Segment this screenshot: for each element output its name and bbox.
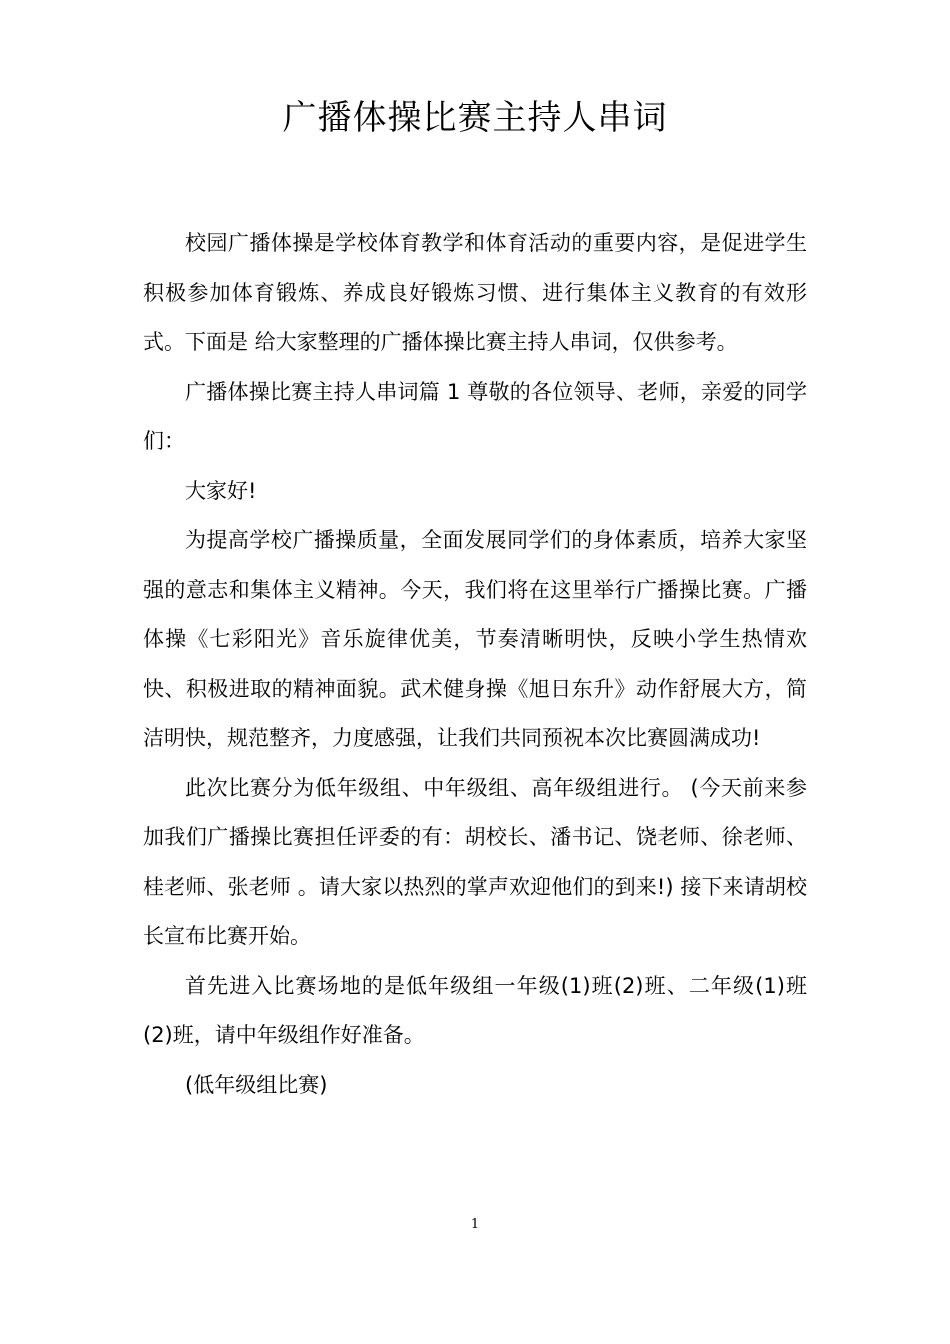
paragraph: 首先进入比赛场地的是低年级组一年级(1)班(2)班、二年级(1)班(2)班，请中年级组作好准备。 [143,973,807,1047]
page-number: 1 [470,1217,480,1232]
paragraph: 校园广播体操是学校体育教学和体育活动的重要内容，是促进学生积极参加体育锻炼、养成良好锻炼习惯、进行集体主义教育的有效形式。下面是 给大家整理的广播体操比赛主持人串词，仅供参考。 [143,231,807,354]
paragraph: 大家好! [185,478,257,503]
paragraph: 此次比赛分为低年级组、中年级组、高年级组进行。 (今天前来参加我们广播操比赛担任评委的有：胡校长、潘书记、饶老师、徐老师、桂老师、张老师 。请大家以热烈的掌声欢迎他们的到来!) 接下来请胡校长宣布比赛开始。 [143,775,807,948]
document-title: 广播体操比赛主持人串词 [282,98,668,138]
paragraph: (低年级组比赛) [185,1072,328,1097]
document-body [143,219,807,1110]
paragraph: 为提高学校广播操质量，全面发展同学们的身体素质，培养大家坚强的意志和集体主义精神。今天，我们将在这里举行广播操比赛。广播体操《七彩阳光》音乐旋律优美，节奏清晰明快，反映小学生热情欢快、积极进取的精神面貌。武术健身操《旭日东升》动作舒展大方，简洁明快，规范整齐，力度感强，让我们共同预祝本次比赛圆满成功! [143,528,807,750]
paragraph: 广播体操比赛主持人串词篇 1 尊敬的各位领导、老师，亲爱的同学们： [143,379,807,453]
